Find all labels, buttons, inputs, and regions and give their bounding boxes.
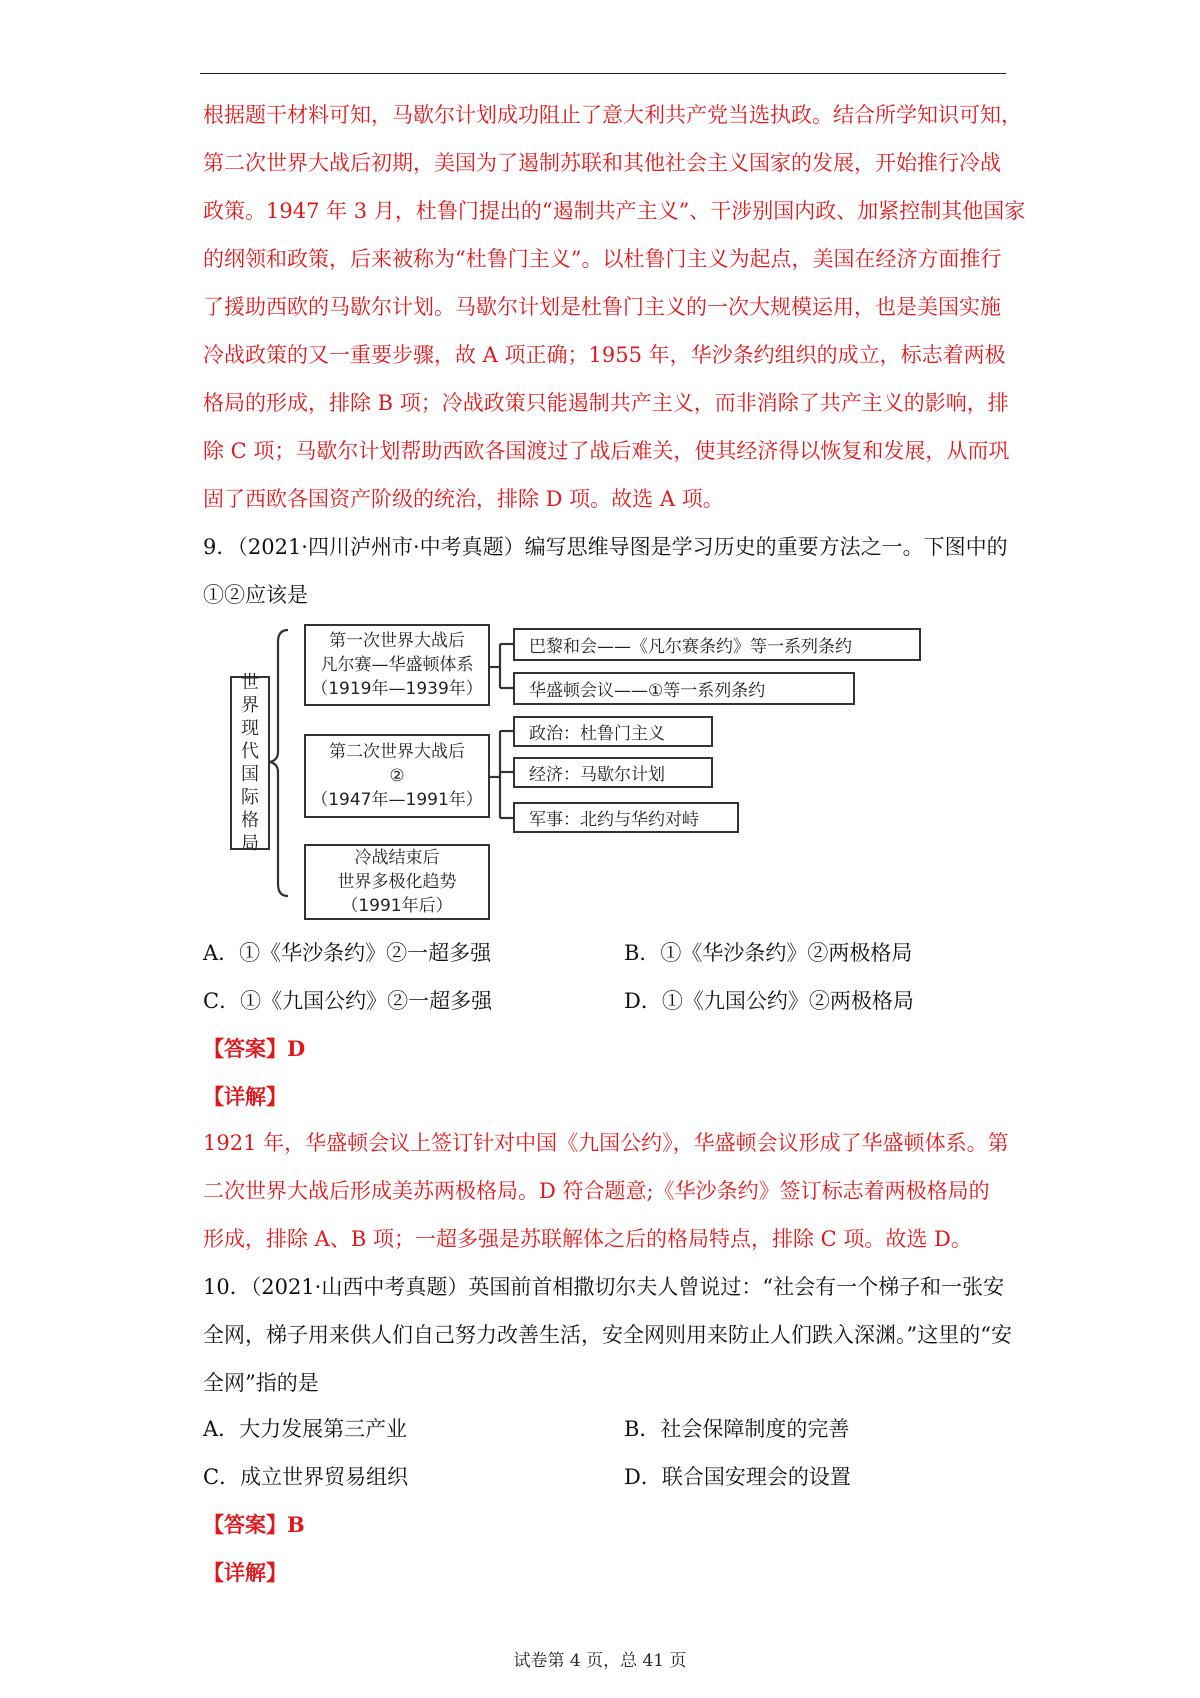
q9-answer: 【答案】D [203,1036,306,1061]
q10-option-d: D．联合国安理会的设置 [624,1465,851,1489]
text-line: 10．（2021·山西中考真题）英国前首相撒切尔夫人曾说过：“社会有一个梯子和一张安 [203,1275,1005,1299]
item-text: 军事：北约与华约对峙 [529,810,699,830]
item-text: 经济：马歇尔计划 [529,765,665,785]
stage-1-item [513,628,921,661]
title-char: 世 [241,672,259,693]
title-char: 局 [241,833,259,854]
q10-answer: 【答案】B [203,1512,305,1537]
stage-2-title: 第二次世界大战后 [329,742,465,762]
text-line: 根据题干材料可知，马歇尔计划成功阻止了意大利共产党当选执政。结合所学知识可知， [203,103,1022,127]
stage-3-period: （1991年后） [341,896,453,916]
stage-1-period: （1919年—1939年） [311,679,483,699]
text-line: 二次世界大战后形成美苏两极格局。D 符合题意;《华沙条约》签订标志着两极格局的 [203,1179,990,1203]
question-10-stem [203,1263,1012,1407]
mind-map-diagram [228,622,948,920]
q9-detail [203,1119,1009,1263]
title-char: 代 [241,741,259,762]
text-line: 1921 年，华盛顿会议上签订针对中国《九国公约》，华盛顿会议形成了华盛顿体系。第 [203,1131,1009,1155]
item-text: 政治：杜鲁门主义 [529,724,665,744]
q9-detail-label: 【详解】 [203,1084,287,1109]
title-char: 界 [241,695,259,716]
q9-option-a: A．①《华沙条约》②一超多强 [203,941,492,965]
title-char: 格 [241,810,259,831]
stage-2-blank: ② [389,766,405,786]
text-line: 格局的形成，排除 B 项；冷战政策只能遏制共产主义，而非消除了共产主义的影响，排 [203,391,1009,415]
item-text: 巴黎和会——《凡尔赛条约》等一系列条约 [529,637,852,657]
text-line: 的纲领和政策，后来被称为“杜鲁门主义”。以杜鲁门主义为起点，美国在经济方面推行 [203,247,1002,271]
text-line: 固了西欧各国资产阶级的统治，排除 D 项。故选 A 项。 [203,487,724,511]
text-line: 除 C 项；马歇尔计划帮助西欧各国渡过了战后难关，使其经济得以恢复和发展，从而巩 [203,439,1010,463]
item-text: 华盛顿会议——①等一系列条约 [529,681,766,701]
stage-2-period: （1947年—1991年） [311,790,483,810]
q9-option-d: D．①《九国公约》②两极格局 [624,989,914,1013]
stage-1-item [513,672,855,705]
text-line: 了援助西欧的马歇尔计划。马歇尔计划是杜鲁门主义的一次大规模运用，也是美国实施 [203,295,1001,319]
stage-1-system: 凡尔赛—华盛顿体系 [320,655,474,675]
text-line: 冷战政策的又一重要步骤，故 A 项正确；1955 年，华沙条约组织的成立，标志着两极 [203,343,1006,367]
stage-2-item [513,716,713,747]
previous-explanation [203,91,1026,523]
title-char: 际 [241,787,259,808]
stage-3-title: 冷战结束后 [354,848,440,868]
stage-1-box [304,624,490,706]
text-line: ①②应该是 [203,583,308,607]
stage-3-trend: 世界多极化趋势 [337,872,457,892]
text-line: 政策。1947 年 3 月，杜鲁门提出的“遏制共产主义”、干涉别国内政、加紧控制其他国家 [203,199,1026,223]
title-char: 国 [241,764,259,785]
question-9-stem [203,523,1008,619]
text-line: 全网”指的是 [203,1371,319,1395]
text-line: 全网，梯子用来供人们自己努力改善生活，安全网则用来防止人们跌入深渊。”这里的“安 [203,1323,1012,1347]
q9-option-b: B．①《华沙条约》②两极格局 [624,941,913,965]
diagram-title-box [230,672,270,854]
q10-option-b: B．社会保障制度的完善 [624,1417,850,1441]
page-footer: 试卷第 4 页，总 41 页 [513,1651,687,1671]
text-line: 第二次世界大战后初期，美国为了遏制苏联和其他社会主义国家的发展，开始推行冷战 [203,151,1001,175]
title-char: 现 [241,718,259,739]
header-rule [200,73,1006,74]
stage-2-box [304,734,490,818]
stage-1-title: 第一次世界大战后 [329,631,465,651]
stage-2-item [513,802,739,833]
q9-option-c: C．①《九国公约》②一超多强 [203,989,493,1013]
q10-option-c: C．成立世界贸易组织 [203,1465,409,1489]
q10-detail-label: 【详解】 [203,1560,287,1585]
text-line: 9．（2021·四川泸州市·中考真题）编写思维导图是学习历史的重要方法之一。下图中的 [203,535,1008,559]
stage-3-box [304,844,490,920]
q10-option-a: A．大力发展第三产业 [203,1417,408,1441]
stage-2-item [513,757,713,788]
text-line: 形成，排除 A、B 项；一超多强是苏联解体之后的格局特点，排除 C 项。故选 D。 [203,1227,972,1251]
